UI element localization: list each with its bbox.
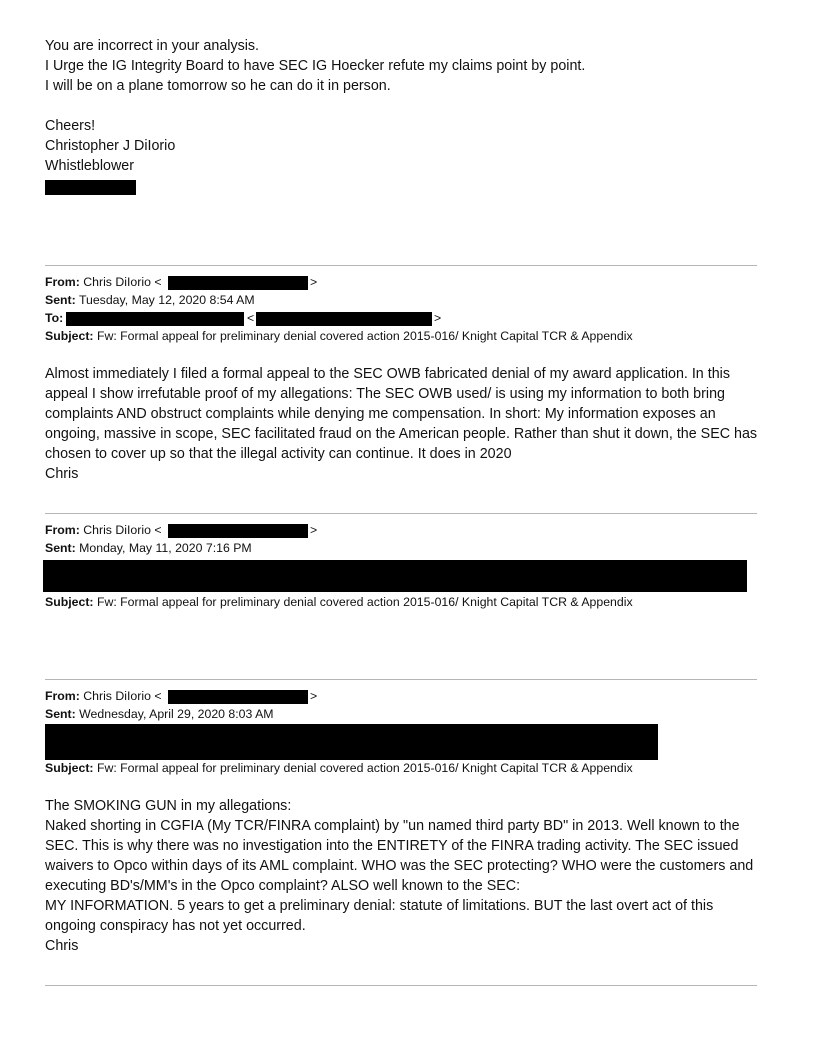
from-close: > <box>310 275 318 289</box>
subject-label: Subject: <box>45 595 94 609</box>
to-open: < <box>247 311 255 325</box>
sent-label: Sent: <box>45 293 76 307</box>
signature-name: Christopher J DiIorio <box>45 138 176 154</box>
from-label: From: <box>45 689 80 703</box>
email1-from <box>45 274 162 291</box>
email3-subject <box>45 760 633 777</box>
body-line: waivers to Opco within days of its AML complaint. WHO was the SEC protecting? WHO were the customers and <box>45 858 754 874</box>
redaction-box <box>168 524 308 538</box>
body-line: ongoing, massive in scope, SEC facilitated fraud on the American people. Rather than shut it down, the SEC has <box>45 426 758 442</box>
subject-text: Fw: Formal appeal for preliminary denial covered action 2015-016/ Knight Capital TCR & Appendix <box>96 595 633 609</box>
from-close: > <box>310 689 318 703</box>
email2-from <box>45 522 162 539</box>
body-line: MY INFORMATION. 5 years to get a preliminary denial: statute of limitations. BUT the last overt act of this <box>45 898 714 914</box>
body-line: Naked shorting in CGFIA (My TCR/FINRA complaint) by "un named third party BD" in 2013. Well known to the <box>45 818 740 834</box>
body-line: executing BD's/MM's in the Opco complaint? ALSO well known to the SEC: <box>45 878 521 894</box>
body-line: Almost immediately I filed a formal appeal to the SEC OWB fabricated denial of my award application. In this <box>45 366 730 382</box>
redaction-box <box>256 312 432 326</box>
signoff: Cheers! <box>45 118 96 134</box>
sent-date: Monday, May 11, 2020 7:16 PM <box>79 541 252 555</box>
email1-sent <box>45 292 255 309</box>
body-signature: Chris <box>45 938 79 954</box>
body-line: appeal I show irrefutable proof of my allegations: The SEC OWB used/ is using my information to both bring <box>45 386 725 402</box>
redaction-box <box>66 312 244 326</box>
email3-from <box>45 688 162 705</box>
sent-date: Wednesday, April 29, 2020 8:03 AM <box>79 707 274 721</box>
divider <box>45 985 757 986</box>
redaction-box <box>45 724 658 760</box>
redaction-box <box>168 276 308 290</box>
subject-text: Fw: Formal appeal for preliminary denial covered action 2015-016/ Knight Capital TCR & Appendix <box>96 761 633 775</box>
redaction-box <box>168 690 308 704</box>
redaction-box <box>43 560 747 592</box>
signature-title: Whistleblower <box>45 158 134 174</box>
body-line: complaints AND obstruct complaints while denying me compensation. In short: My information exposes an <box>45 406 716 422</box>
email3-sent <box>45 706 274 723</box>
to-label: To: <box>45 311 64 325</box>
message-line: I Urge the IG Integrity Board to have SEC IG Hoecker refute my claims point by point. <box>45 58 586 74</box>
email2-subject <box>45 594 633 611</box>
body-signature: Chris <box>45 466 79 482</box>
divider <box>45 265 757 266</box>
sent-label: Sent: <box>45 541 76 555</box>
message-line: You are incorrect in your analysis. <box>45 38 260 54</box>
email2-sent <box>45 540 252 557</box>
sent-label: Sent: <box>45 707 76 721</box>
divider <box>45 679 757 680</box>
message-line: I will be on a plane tomorrow so he can do it in person. <box>45 78 391 94</box>
from-name: Chris DiIorio < <box>83 689 162 703</box>
subject-label: Subject: <box>45 761 94 775</box>
body-line: The SMOKING GUN in my allegations: <box>45 798 292 814</box>
from-label: From: <box>45 275 80 289</box>
sent-date: Tuesday, May 12, 2020 8:54 AM <box>78 293 255 307</box>
from-label: From: <box>45 523 80 537</box>
from-name: Chris DiIorio < <box>83 275 162 289</box>
redaction-box <box>45 180 136 195</box>
divider <box>45 513 757 514</box>
subject-text: Fw: Formal appeal for preliminary denial covered action 2015-016/ Knight Capital TCR & Appendix <box>96 329 633 343</box>
from-close: > <box>310 523 318 537</box>
to-close: > <box>434 311 442 325</box>
body-line: SEC. This is why there was no investigation into the ENTIRETY of the FINRA trading activity. The SEC issued <box>45 838 739 854</box>
email1-to <box>45 310 63 327</box>
subject-label: Subject: <box>45 329 94 343</box>
from-name: Chris DiIorio < <box>83 523 162 537</box>
body-line: chosen to cover up so that the illegal activity can continue. It does in 2020 <box>45 446 512 462</box>
body-line: ongoing conspiracy has not yet occurred. <box>45 918 306 934</box>
email1-subject <box>45 328 633 345</box>
